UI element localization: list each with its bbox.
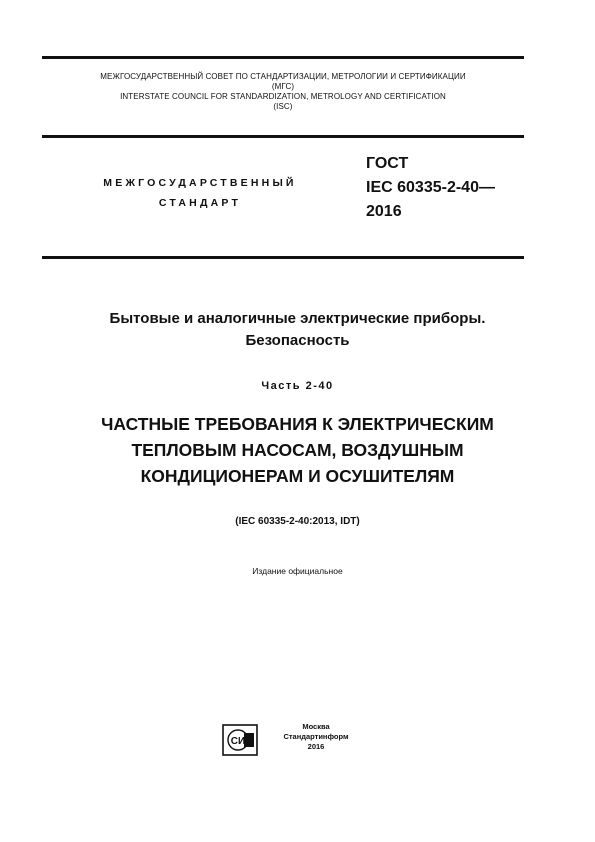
- title-line2: Безопасность: [245, 332, 350, 349]
- standard-type-line1: МЕЖГОСУДАРСТВЕННЫЙ: [103, 177, 297, 189]
- document-subtitle: [0, 411, 595, 489]
- council-rule: [42, 135, 524, 138]
- document-title: [0, 308, 595, 352]
- standard-type-label: [80, 173, 320, 213]
- publisher-block: [222, 718, 362, 758]
- council-header: [42, 72, 524, 112]
- gost-label: ГОСТ: [366, 155, 409, 172]
- council-name-ru: МЕЖГОСУДАРСТВЕННЫЙ СОВЕТ ПО СТАНДАРТИЗАЦИИ, МЕТРОЛОГИИ И СЕРТИФИКАЦИИ: [100, 72, 466, 81]
- title-line1: Бытовые и аналогичные электрические приборы.: [109, 310, 486, 327]
- publisher-year: 2016: [307, 742, 325, 751]
- council-abbr-ru: (МГС): [271, 82, 295, 91]
- designation-rule: [42, 256, 524, 259]
- iec-reference: (IEC 60335-2-40:2013, IDT): [235, 516, 360, 527]
- logo-letters: СИ: [230, 736, 246, 747]
- council-abbr-en: (ISC): [273, 102, 293, 111]
- publisher-info: [268, 722, 364, 752]
- subtitle-line1: ЧАСТНЫЕ ТРЕБОВАНИЯ К ЭЛЕКТРИЧЕСКИМ: [101, 414, 494, 434]
- top-rule: [42, 56, 524, 59]
- standard-designation: [366, 152, 495, 224]
- standard-year: 2016: [366, 203, 402, 220]
- standartinform-logo: [222, 724, 258, 756]
- publisher-name: Стандартинформ: [283, 732, 349, 741]
- standard-number: IEC 60335-2-40—: [366, 179, 495, 196]
- standard-type-line2: СТАНДАРТ: [158, 197, 242, 209]
- subtitle-line3: КОНДИЦИОНЕРАМ И ОСУШИТЕЛЯМ: [140, 466, 455, 486]
- edition-note: Издание официальное: [252, 566, 343, 576]
- publisher-city: Москва: [302, 722, 330, 731]
- council-name-en: INTERSTATE COUNCIL FOR STANDARDIZATION, METROLOGY AND CERTIFICATION: [120, 92, 446, 101]
- part-number: Часть 2-40: [261, 380, 334, 392]
- subtitle-line2: ТЕПЛОВЫМ НАСОСАМ, ВОЗДУШНЫМ: [131, 440, 464, 460]
